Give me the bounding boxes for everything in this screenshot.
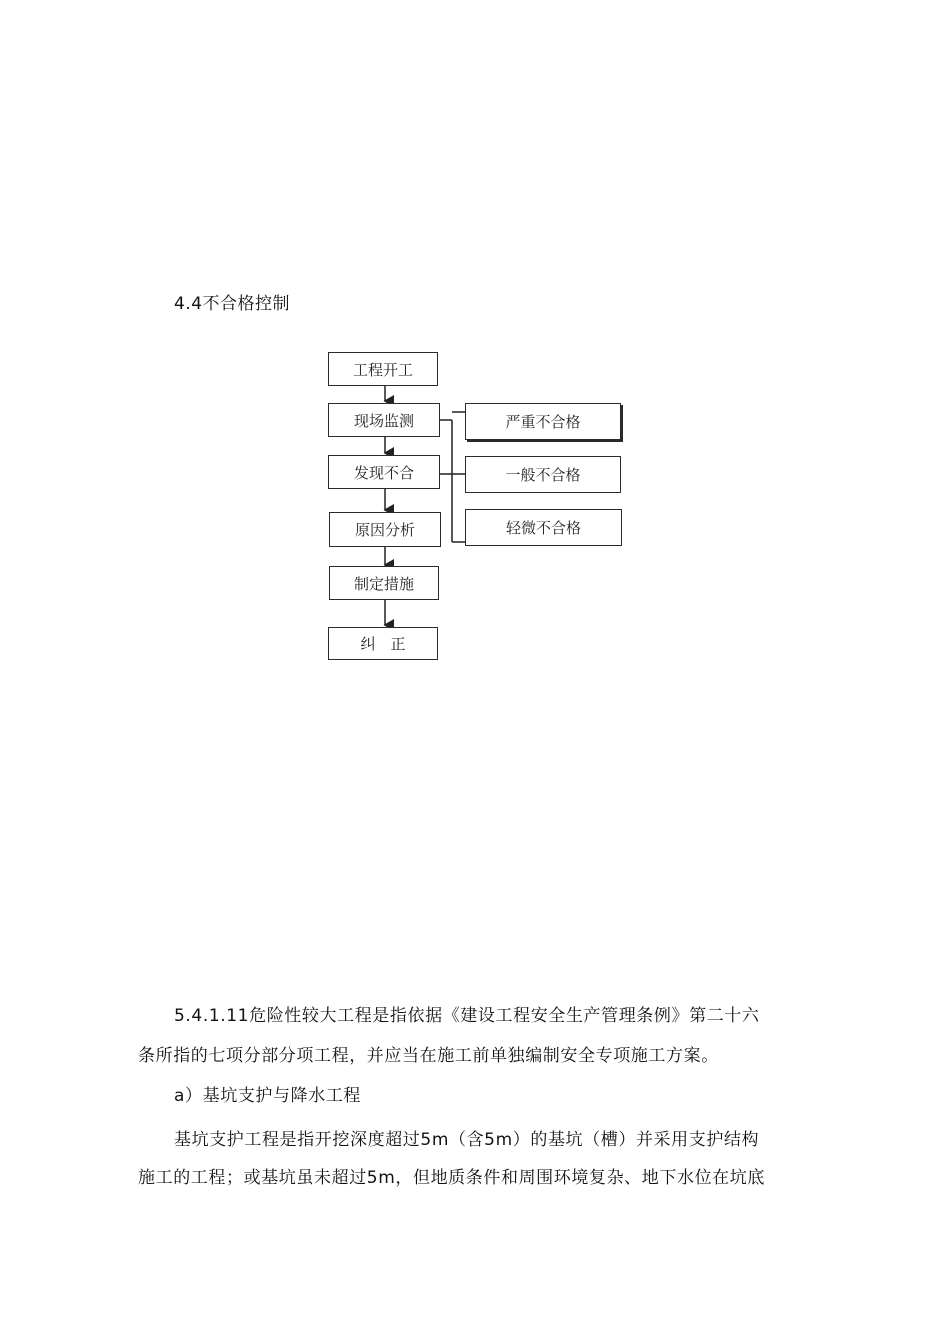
step-cause-analysis: 原因分析 [329, 512, 441, 547]
branch-minor-nonconformity: 轻微不合格 [465, 509, 622, 546]
paragraph-2-line-1: 基坑支护工程是指开挖深度超过5m（含5m）的基坑（槽）并采用支护结构 [174, 1130, 760, 1150]
branch-general-nonconformity: 一般不合格 [465, 456, 621, 493]
step-make-measures: 制定措施 [329, 566, 439, 600]
item-a-heading: a）基坑支护与降水工程 [174, 1086, 362, 1106]
step-site-monitoring: 现场监测 [328, 403, 440, 437]
step-correction: 纠 正 [328, 627, 438, 660]
section-heading: 4.4不合格控制 [174, 294, 291, 314]
paragraph-1-line-2: 条所指的七项分部分项工程，并应当在施工前单独编制安全专项施工方案。 [138, 1046, 719, 1066]
paragraph-2-line-2: 施工的工程；或基坑虽未超过5m，但地质条件和周围环境复杂、地下水位在坑底 [138, 1168, 765, 1188]
paragraph-1-line-1: 5.4.1.11危险性较大工程是指依据《建设工程安全生产管理条例》第二十六 [174, 1006, 760, 1026]
branch-serious-nonconformity: 严重不合格 [465, 403, 621, 440]
step-find-nonconformity: 发现不合 [328, 455, 440, 489]
step-project-start: 工程开工 [328, 352, 438, 386]
